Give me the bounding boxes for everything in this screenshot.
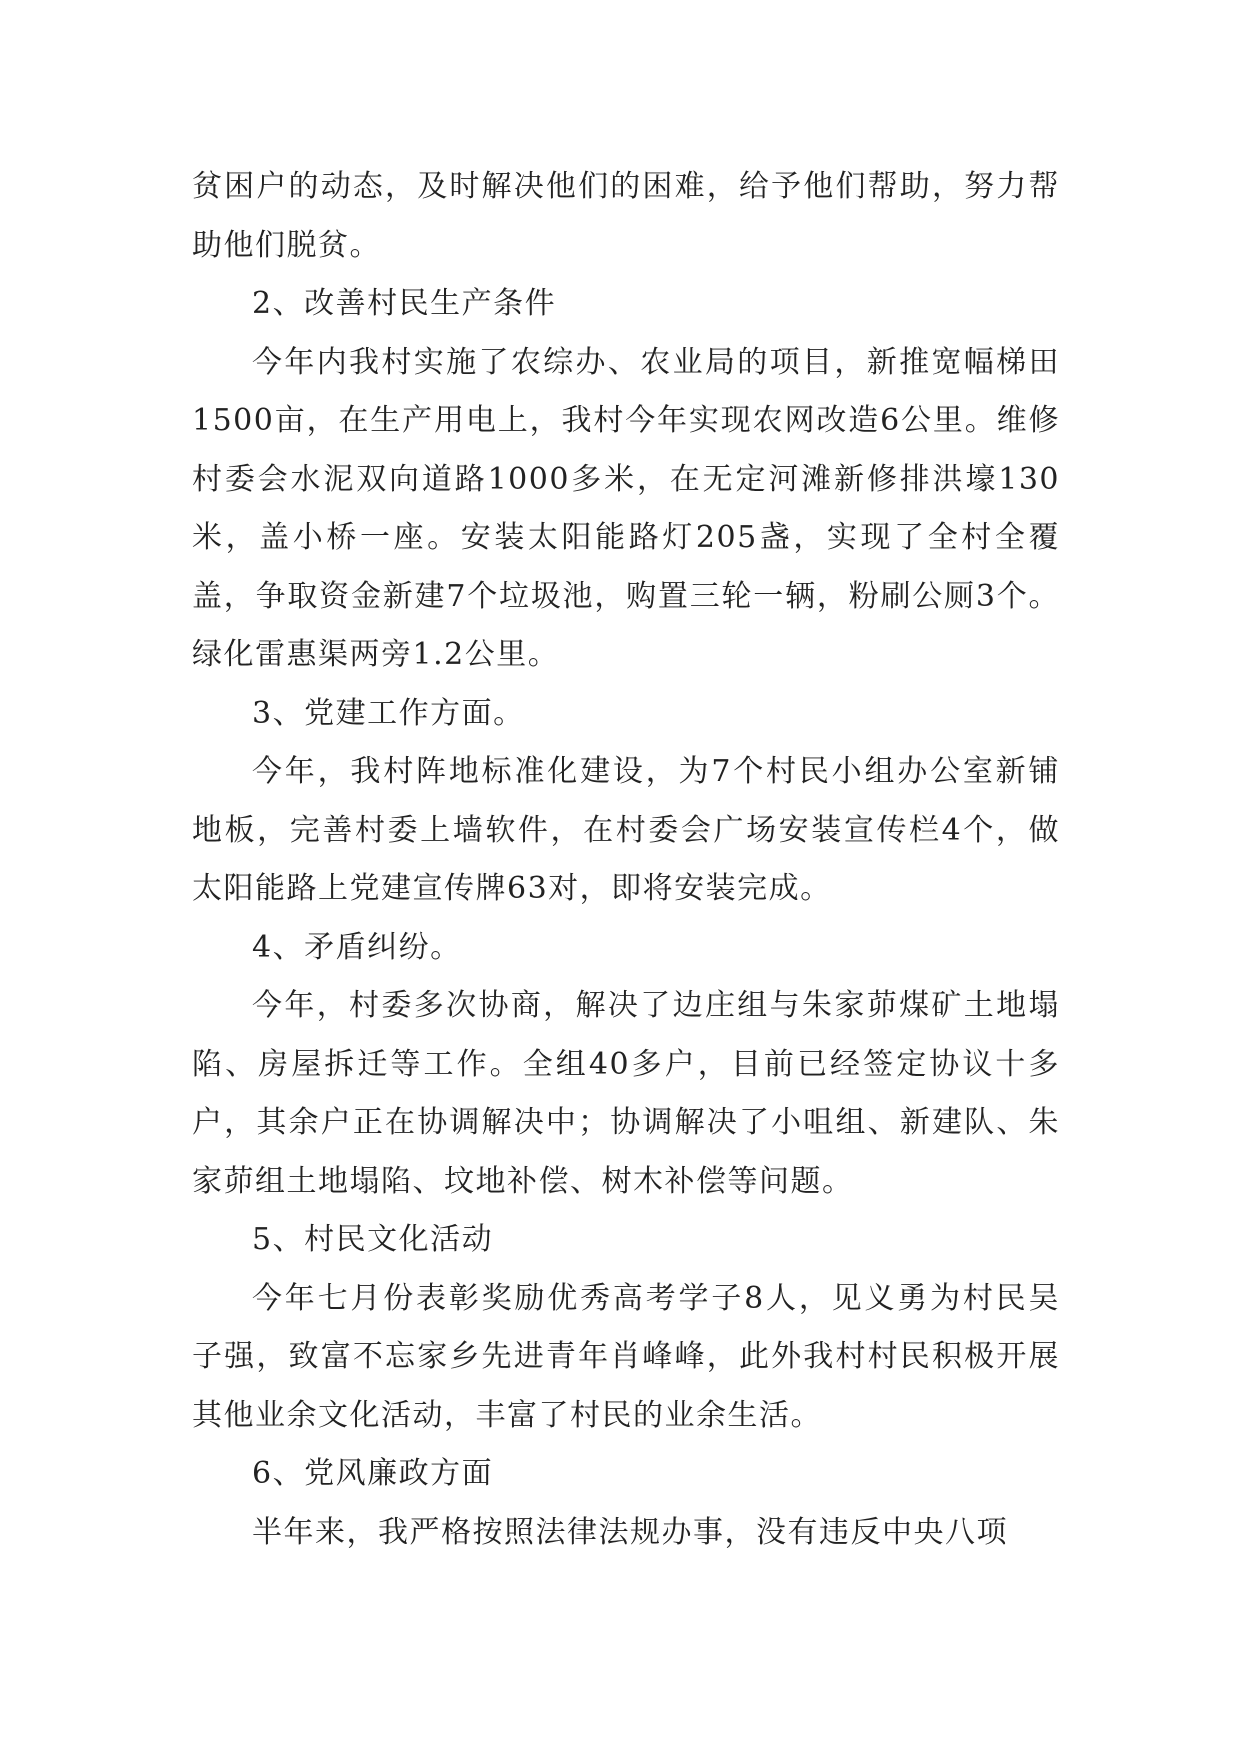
document-body [192, 158, 1060, 1562]
paragraph: 贫困户的动态，及时解决他们的困难，给予他们帮助，努力帮助他们脱贫。 [192, 169, 1060, 263]
paragraph: 今年，我村阵地标准化建设，为7个村民小组办公室新铺地板，完善村委上墙软件，在村委会广场安装宣传栏4个，做太阳能路上党建宣传牌63对，即将安装完成。 [192, 754, 1060, 906]
paragraph: 今年，村委多次协商，解决了边庄组与朱家茆煤矿土地塌陷、房屋拆迁等工作。全组40多户，目前已经签定协议十多户，其余户正在协调解决中；协调解决了小咀组、新建队、朱家茆组土地塌陷、坟地补偿、树木补偿等问题。 [192, 988, 1060, 1199]
paragraph: 今年内我村实施了农综办、农业局的项目，新推宽幅梯田1500亩，在生产用电上，我村今年实现农网改造6公里。维修村委会水泥双向道路1000多米，在无定河滩新修排洪壕130米，盖小桥一座。安装太阳能路灯205盏，实现了全村全覆盖，争取资金新建7个垃圾池，购置三轮一辆，粉刷公厕3个。绿化雷惠渠两旁1.2公里。 [192, 344, 1060, 672]
paragraph: 半年来，我严格按照法律法规办事，没有违反中央八项 [252, 1514, 1008, 1550]
paragraph: 今年七月份表彰奖励优秀高考学子8人，见义勇为村民吴子强，致富不忘家乡先进青年肖峰峰，此外我村村民积极开展其他业余文化活动，丰富了村民的业余生活。 [192, 1280, 1060, 1433]
section-heading: 6、党风廉政方面 [252, 1456, 494, 1491]
section-heading: 2、改善村民生产条件 [252, 286, 557, 321]
section-heading: 5、村民文化活动 [252, 1222, 494, 1257]
section-heading: 3、党建工作方面。 [252, 695, 525, 731]
section-heading: 4、矛盾纠纷。 [252, 929, 462, 965]
